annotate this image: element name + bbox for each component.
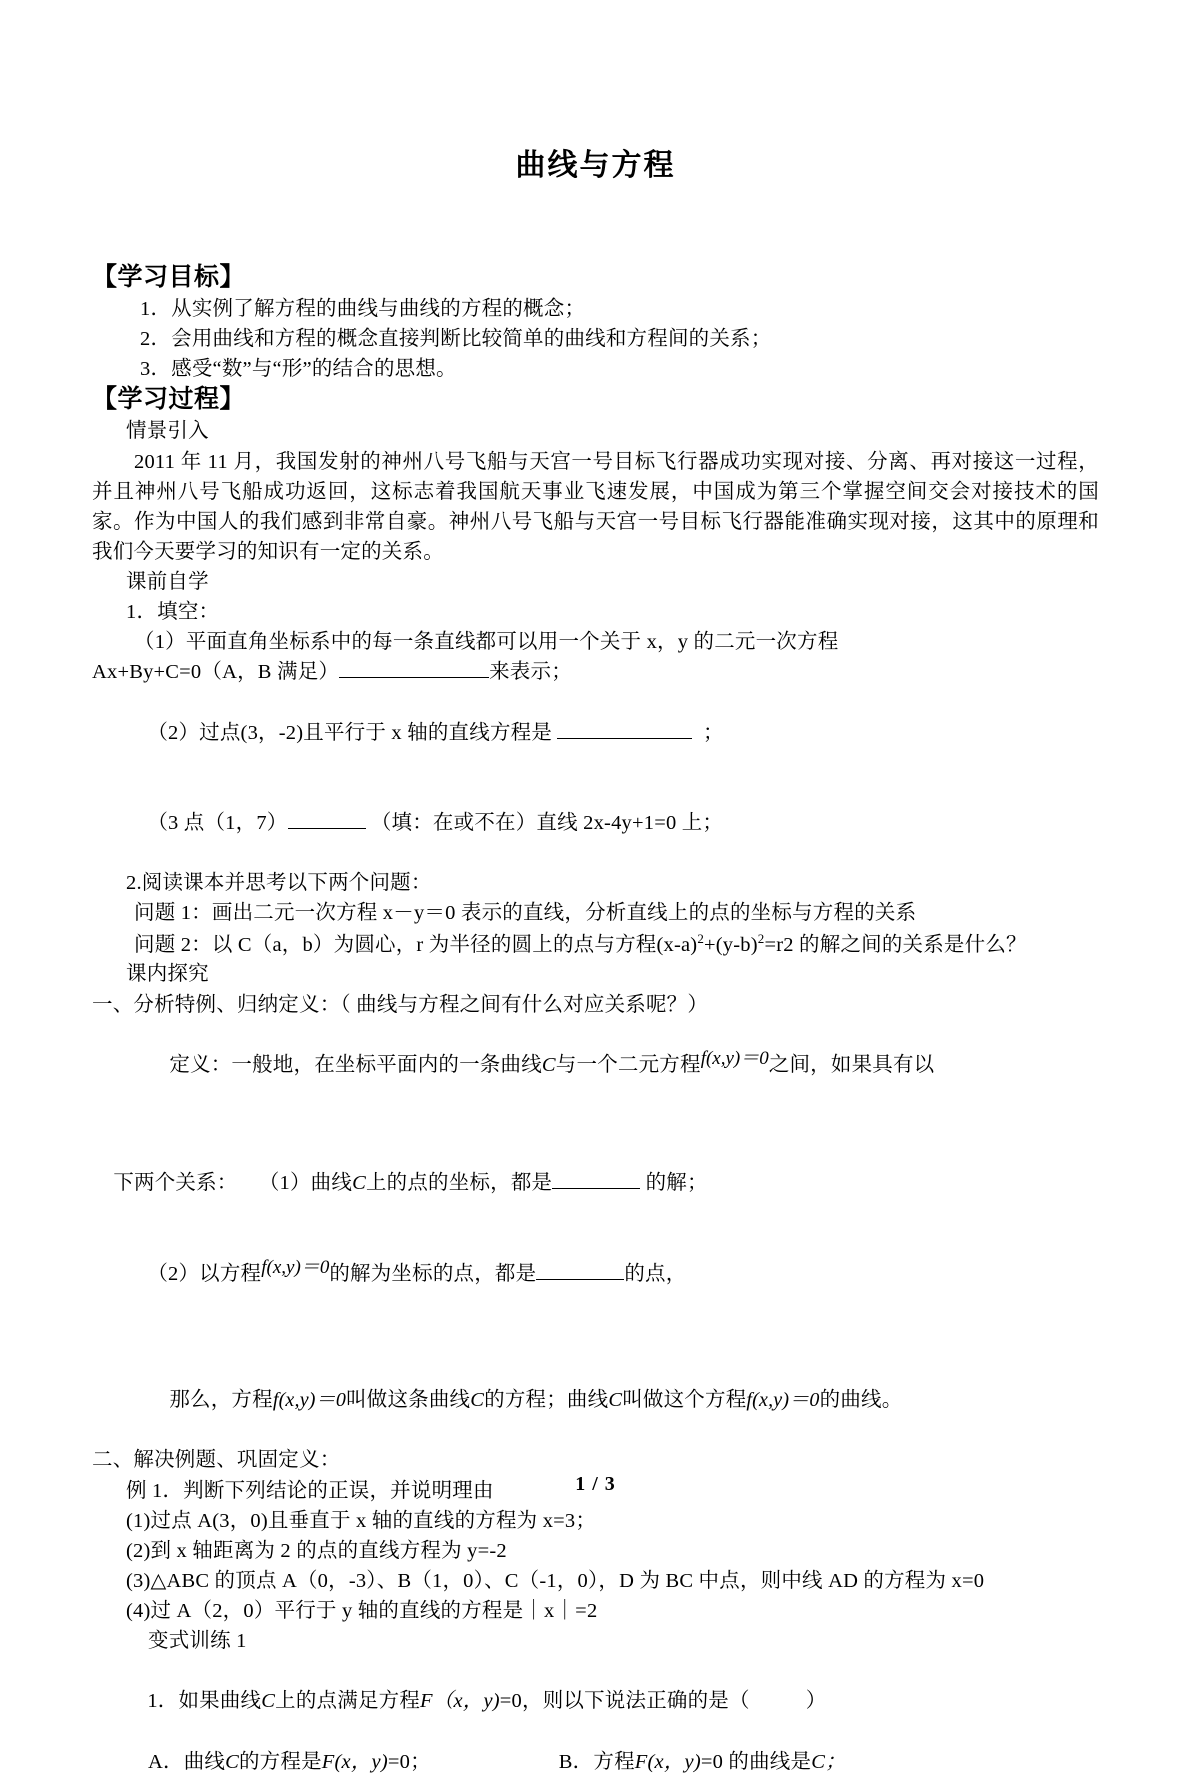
option-a-curve-symbol: C [225,1750,239,1773]
option-a-label: A．曲线 [148,1750,226,1773]
conclusion-text-part5: 的曲线。 [819,1388,903,1411]
conclusion-line [92,1355,1099,1446]
practice-q-text-part3: =0，则以下说法正确的是（ [499,1690,750,1713]
fill-q1-text-part1: （1）平面直角坐标系中的每一条直线都可以用一个关于 x，y 的二元一次方程 [134,631,839,654]
section-one-heading: 一、分析特例、归纳定义：（ 曲线与方程之间有什么对应关系呢？） [92,993,709,1016]
learning-process-heading: 【学习过程】 [92,386,246,414]
relation-1-curve-symbol: C [352,1172,366,1195]
in-class-inquiry-label: 课内探究 [126,963,209,986]
practice-q-formula: F（x，y) [420,1690,500,1713]
example-item-3-text: (3)△ABC 的顶点 A（0，-3）、B（1，0）、C（-1，0），D 为 BC 中点，则中线 AD 的方程为 x=0 [126,1569,985,1592]
section-two-heading: 二、解决例题、巩固定义： [92,1449,341,1472]
relation-2-text-part3: 的点， [624,1262,687,1285]
relation-1-text-part3: 的解； [645,1172,708,1195]
scenario-intro-paragraph: 2011 年 11 月，我国发射的神州八号飞船与天宫一号目标飞行器成功实现对接、分离、再对接这一过程，并且神州八号飞船成功返回，这标志着我国航天事业飞速发展，中国成为第三个掌握空间交会对接技术的国家。作为中国人的我们感到非常自豪。神州八号飞船与天宫一号目标飞行器能准确实现对接，这其中的原理和我们今天要学习的知识有一定的关系。 [92,450,1099,563]
answer-blank-q1[interactable] [339,677,489,678]
definition-curve-symbol: C [541,1053,556,1076]
learning-objectives-heading: 【学习目标】 [92,264,246,291]
practice-q-text-part2: 上的点满足方程 [275,1690,421,1713]
answer-blank-q2[interactable] [557,738,692,739]
option-a[interactable] [148,1751,431,1773]
fill-q2-text-part2: ； [703,721,724,744]
question-2-block [92,929,1099,960]
definition-line [92,1020,1099,1110]
pre-class-study-label: 课前自学 [126,571,209,593]
practice-options-row [92,1747,1099,1777]
example-item-3 [92,1566,1099,1596]
option-a-text-part3: =0； [387,1750,431,1773]
fill-q2-text-part1: （2）过点(3，-2)且平行于 x 轴的直线方程是 [147,721,553,744]
definition-text-part1: 定义：一般地，在坐标平面内的一条曲线 [169,1053,542,1076]
objective-item-1: 1．从实例了解方程的曲线与曲线的方程的概念； [140,298,586,320]
practice-question-1 [92,1656,1099,1746]
relation-1-text-part2: 上的点的坐标，都是 [365,1172,553,1195]
relation-1-line [92,1138,1099,1228]
option-b-formula: F(x，y) [634,1750,701,1773]
conclusion-curve-symbol-1: C [470,1388,485,1411]
definition-spacer [92,1110,1099,1138]
conclusion-formula-2: f(x,y)＝0 [746,1388,820,1411]
relation-1-text-part1: （1）曲线 [258,1172,353,1195]
conclusion-text-part3: 的方程；曲线 [484,1388,609,1411]
title-spacer [92,184,1099,262]
option-b-label: B．方程 [558,1750,635,1773]
relation-2-text-part2: 的解为坐标的点，都是 [329,1262,537,1285]
question-1-block [92,898,1099,928]
option-b-curve-symbol: C； [811,1750,846,1773]
example-item-1: (1)过点 A(3，0)且垂直于 x 轴的直线的方程为 x=3； [126,1509,597,1532]
practice-q-text-part1: 1．如果曲线 [147,1690,262,1713]
question-2-text-part2: +(y-b) [704,933,758,956]
option-a-text-part2: 的方程是 [238,1750,322,1773]
example-1-label: 例 1．判断下列结论的正误，并说明理由 [126,1479,494,1502]
definition-text-part3: 之间，如果具有以 [768,1053,935,1076]
option-b-text-part2: =0 的曲线是 [700,1750,812,1773]
question-1-text: 问题 1：画出二元一次方程 x－y＝0 表示的直线，分析直线上的点的坐标与方程的关系 [134,902,917,925]
option-a-formula: F(x，y) [321,1750,388,1773]
conclusion-text-part4: 叫做这个方程 [622,1388,747,1411]
page-title: 曲线与方程 [515,149,676,182]
definition-text-part2: 与一个二元方程 [555,1053,701,1076]
practice-q-curve-symbol: C [261,1690,276,1713]
answer-blank-relation-2[interactable] [536,1279,624,1280]
read-textbook-label: 2.阅读课本并思考以下两个问题： [126,872,432,895]
fill-question-2 [92,688,1099,778]
fill-q1-text-part2: Ax+By+C=0（A，B 满足） [92,661,340,684]
answer-blank-relation-1[interactable] [552,1188,640,1189]
conclusion-curve-symbol-2: C [608,1388,623,1411]
fill-q1-text-part3: 来表示； [489,661,572,684]
relation-2-formula: f(x,y)＝0 [261,1256,330,1278]
fill-in-blank-label: 1．填空： [126,601,220,624]
relations-lead-text: 下两个关系： [113,1172,238,1195]
question-2-exponent-2: 2 [757,930,765,946]
example-item-4: (4)过 A（2，0）平行于 y 轴的直线的方程是｜x｜=2 [126,1600,598,1623]
relation-2-text-part1: （2）以方程 [147,1262,262,1285]
conclusion-formula-1: f(x,y)＝0 [272,1388,347,1411]
option-b[interactable] [559,1751,846,1773]
conclusion-spacer [92,1319,1099,1355]
conclusion-text-part1: 那么，方程 [169,1388,273,1411]
fill-q3-text-part1: （3 点（1，7） [147,812,288,834]
example-item-2: (2)到 x 轴距离为 2 的点的直线方程为 y=-2 [126,1539,507,1562]
fill-question-1 [92,627,1099,687]
page-footer: 1 / 3 [575,1473,616,1495]
objective-item-2: 2．会用曲线和方程的概念直接判断比较简单的曲线和方程间的关系； [140,328,772,351]
scenario-intro-label: 情景引入 [126,420,209,443]
question-2-text-part3: =r2 的解之间的关系是什么？ [764,933,1027,956]
practice-label: 变式训练 1 [148,1630,247,1653]
objective-item-3: 3．感受“数”与“形”的结合的思想。 [140,358,457,381]
relation-2-line [92,1228,1099,1318]
question-2-text-part1: 问题 2：以 C（a，b）为圆心，r 为半径的圆上的点与方程(x-a) [134,933,698,956]
question-2-exponent-1: 2 [697,930,705,946]
definition-equation-formula: f(x,y)＝0 [700,1047,769,1069]
conclusion-text-part2: 叫做这条曲线 [346,1388,471,1411]
practice-q-text-part4: ） [805,1690,827,1713]
fill-question-3 [92,778,1099,868]
answer-blank-q3[interactable] [288,828,366,829]
fill-q3-text-part2: （填：在或不在）直线 2x-4y+1=0 上； [370,812,724,834]
